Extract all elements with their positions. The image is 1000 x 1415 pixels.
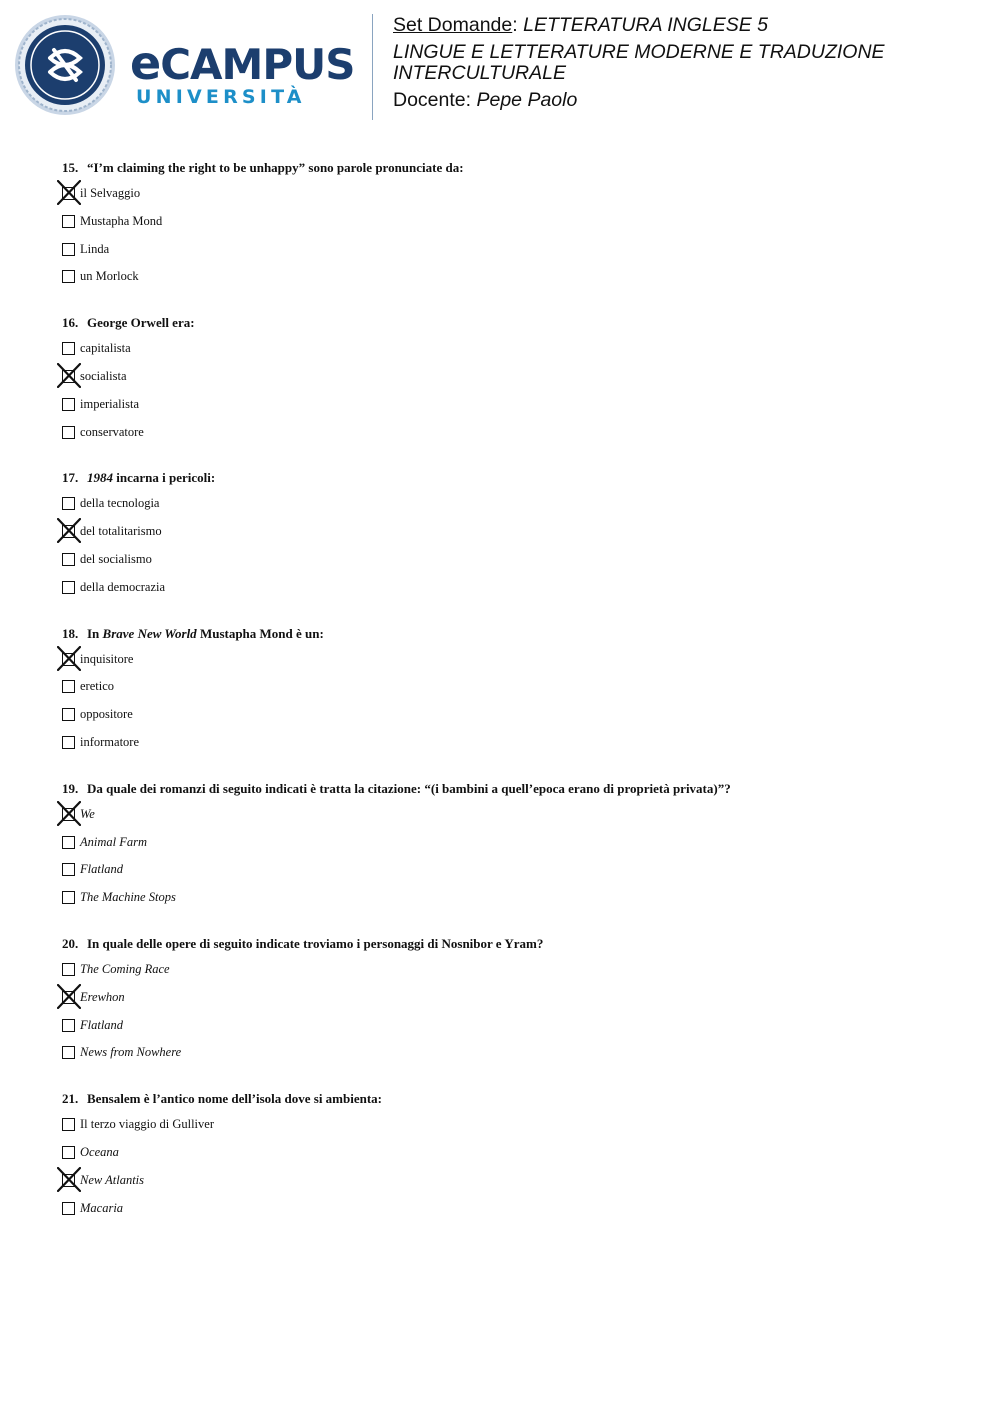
question-text [62, 470, 962, 488]
answer-option[interactable] [62, 370, 962, 398]
checkbox[interactable] [62, 426, 75, 439]
question-text [62, 936, 962, 954]
question-0 [62, 160, 962, 298]
question-number: 21. [62, 1091, 79, 1107]
answer-label: Mustapha Mond [80, 213, 163, 228]
answer-option[interactable] [62, 1118, 962, 1146]
checkbox[interactable] [62, 863, 75, 876]
answer-label: The Coming Race [80, 961, 170, 976]
question-number: 19. [62, 780, 79, 796]
checkbox[interactable] [62, 1146, 75, 1159]
answer-option[interactable] [62, 991, 962, 1019]
checkbox[interactable] [62, 342, 75, 355]
answer-label: inquisitore [80, 651, 134, 666]
question-number: 17. [62, 470, 79, 486]
answer-label: il Selvaggio [80, 186, 141, 200]
cross-mark-icon [57, 363, 81, 388]
set-colon: : [512, 14, 524, 36]
answer-label: della democrazia [80, 579, 166, 594]
cross-mark-icon [57, 801, 81, 826]
answer-option[interactable] [62, 1146, 962, 1174]
answer-option[interactable] [62, 963, 962, 991]
answer-label: socialista [80, 368, 127, 383]
header-divider [372, 14, 373, 120]
answer-option[interactable] [62, 342, 962, 370]
question-text [62, 160, 962, 178]
course-line [393, 42, 983, 84]
answer-label: Linda [80, 241, 110, 256]
question-text-part: In [87, 625, 103, 641]
question-text-part: “I’m claiming the right to be unhappy” sono parole pronunciate da: [87, 160, 464, 175]
answer-option[interactable] [62, 736, 962, 764]
answer-label: The Machine Stops [80, 890, 176, 905]
checkbox[interactable] [62, 581, 75, 594]
cross-mark-icon [57, 180, 81, 205]
logo-subtitle: UNIVERSITÀ [136, 86, 306, 108]
teacher-label: Docente: [393, 89, 472, 111]
question-4 [62, 781, 962, 919]
question-number: 18. [62, 625, 79, 641]
question-6 [62, 1091, 962, 1229]
question-text-part: Da quale dei romanzi di seguito indicati è tratta la citazione: “(i bambini a quell’epoca erano di proprietà privata)”? [87, 780, 731, 796]
question-3 [62, 626, 962, 764]
answer-label: New Atlantis [80, 1172, 145, 1187]
set-value: LETTERATURA INGLESE 5 [523, 14, 768, 36]
cross-mark-icon [57, 984, 81, 1009]
question-list [62, 160, 962, 1246]
answer-option[interactable] [62, 708, 962, 736]
answer-option[interactable] [62, 581, 962, 609]
question-text [62, 781, 962, 799]
answer-label: della tecnologia [80, 496, 160, 511]
checkbox[interactable] [62, 270, 75, 283]
checkbox[interactable] [62, 553, 75, 566]
answer-option[interactable] [62, 553, 962, 581]
cross-mark-icon [57, 518, 81, 543]
answer-label: Flatland [80, 862, 124, 877]
answer-label: conservatore [80, 424, 144, 439]
checkbox[interactable] [62, 1118, 75, 1131]
logo-wordmark: eCAMPUS [130, 36, 355, 90]
answer-label: Il terzo viaggio di Gulliver [80, 1117, 214, 1132]
answer-option[interactable] [62, 808, 962, 836]
question-text [62, 626, 962, 644]
checkbox[interactable] [62, 708, 75, 721]
question-number: 20. [62, 935, 79, 951]
question-5 [62, 936, 962, 1074]
answer-label: informatore [80, 734, 140, 749]
course-name: LINGUE E LETTERATURE MODERNE E TRADUZIONE INTERCULTURALE [393, 41, 885, 84]
answer-option[interactable] [62, 836, 962, 864]
answer-label: del socialismo [80, 551, 152, 566]
question-2 [62, 470, 962, 608]
answer-label: del totalitarismo [80, 524, 162, 539]
answer-label: capitalista [80, 341, 131, 356]
answer-label: oppositore [80, 707, 133, 722]
checkbox[interactable] [62, 736, 75, 749]
cross-mark-icon [57, 1167, 81, 1192]
logo-e-letter: e [130, 36, 161, 90]
answer-option[interactable] [62, 243, 962, 271]
answer-label: We [80, 806, 95, 821]
answer-option[interactable] [62, 1046, 962, 1074]
answer-option[interactable] [62, 1174, 962, 1202]
checkbox[interactable] [62, 680, 75, 693]
answer-option[interactable] [62, 270, 962, 298]
set-domande-line [393, 15, 983, 36]
answer-label: Macaria [80, 1200, 124, 1215]
question-text-part: In quale delle opere di seguito indicate troviamo i personaggi di Nosnibor e Yram? [87, 935, 544, 951]
question-text [62, 315, 962, 333]
checkbox[interactable] [62, 398, 75, 411]
cross-mark-icon [57, 646, 81, 671]
answer-label: Flatland [80, 1017, 124, 1032]
checkbox[interactable] [62, 963, 75, 976]
set-label: Set Domande [393, 14, 513, 36]
answer-option[interactable] [62, 680, 962, 708]
answer-option[interactable] [62, 863, 962, 891]
question-text [62, 1091, 962, 1109]
checkbox[interactable] [62, 1019, 75, 1032]
question-text-part: Bensalem è l’antico nome dell’isola dove si ambienta: [87, 1091, 383, 1107]
question-text-part: George Orwell era: [87, 315, 195, 331]
answer-option[interactable] [62, 1202, 962, 1230]
checkbox[interactable] [62, 215, 75, 228]
checkbox[interactable] [62, 497, 75, 510]
checkbox[interactable] [62, 891, 75, 904]
checkbox[interactable] [62, 836, 75, 849]
question-text-part: incarna i pericoli: [113, 470, 216, 486]
checkbox[interactable] [62, 1202, 75, 1215]
answer-option[interactable] [62, 215, 962, 243]
checkbox[interactable] [62, 1046, 75, 1059]
answer-label: Oceana [80, 1144, 119, 1159]
answer-option[interactable] [62, 497, 962, 525]
answer-label: eretico [80, 679, 115, 694]
question-number: 15. [62, 160, 79, 175]
question-1 [62, 315, 962, 453]
answer-option[interactable] [62, 525, 962, 553]
checkbox[interactable] [62, 243, 75, 256]
ecampus-seal-logo [14, 14, 116, 116]
header-info [393, 15, 983, 117]
answer-option[interactable] [62, 891, 962, 919]
answer-label: Erewhon [80, 989, 125, 1004]
answer-label: un Morlock [80, 269, 139, 284]
question-text-part: Brave New World [102, 625, 197, 641]
question-number: 16. [62, 315, 79, 331]
answer-option[interactable] [62, 1019, 962, 1047]
answer-label: Animal Farm [80, 834, 148, 849]
question-text-part: 1984 [87, 470, 113, 486]
page-header [0, 0, 1000, 130]
question-text-part: Mustapha Mond è un: [196, 625, 324, 641]
teacher-name: Pepe Paolo [476, 89, 578, 111]
answer-label: imperialista [80, 396, 140, 411]
answer-label: News from Nowhere [80, 1045, 182, 1060]
answer-option[interactable] [62, 398, 962, 426]
answer-option[interactable] [62, 426, 962, 454]
answer-option[interactable] [62, 187, 962, 215]
answer-option[interactable] [62, 653, 962, 681]
teacher-line [393, 90, 983, 111]
